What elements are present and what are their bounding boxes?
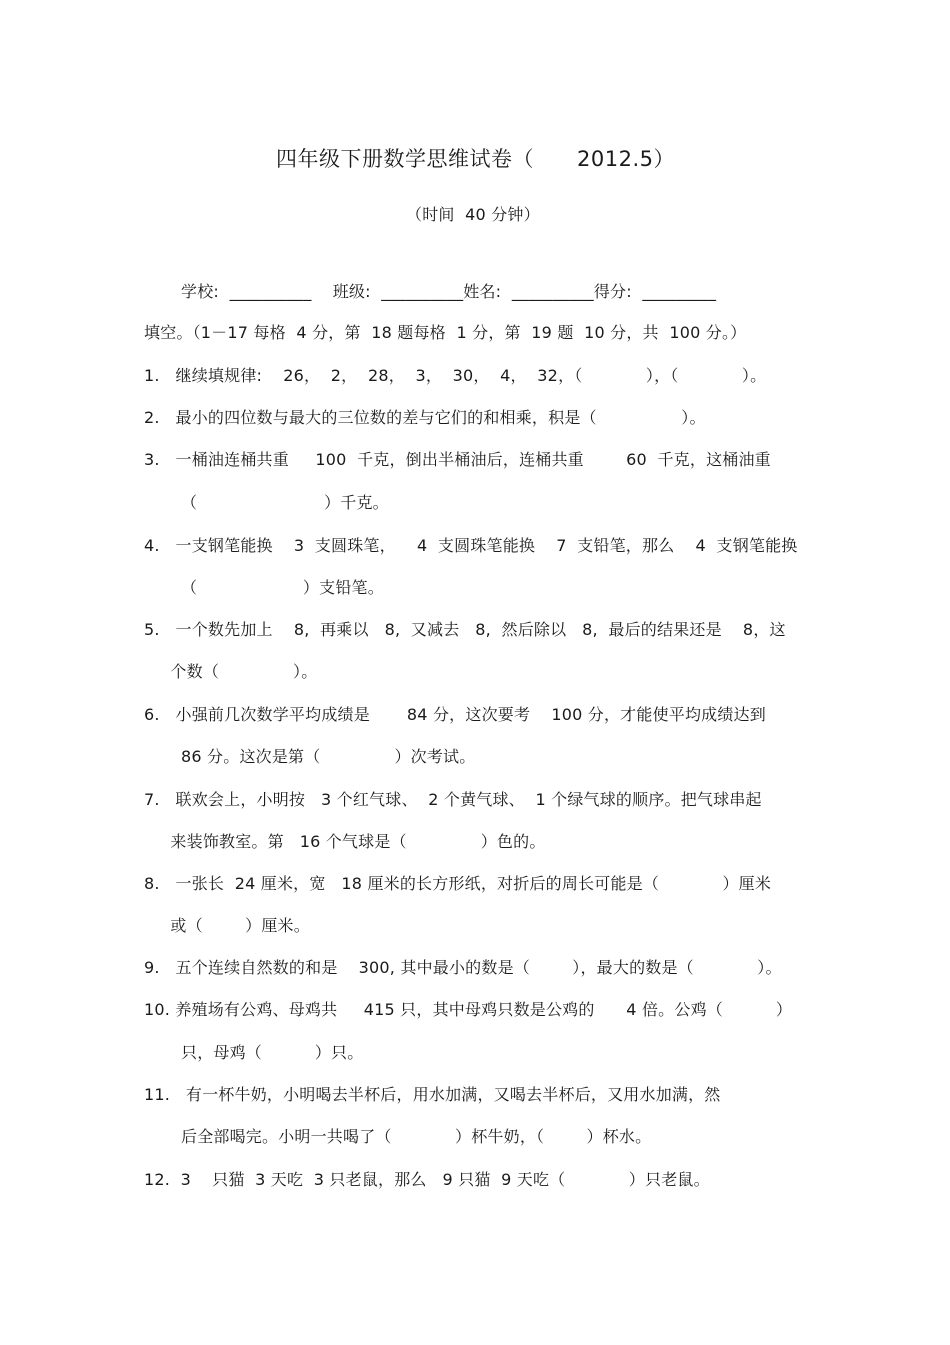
instructions: 填空。（1－17 每格 4 分，第 18 题每格 1 分，第 19 题 10 分，共 100 分。）: [144, 323, 747, 342]
question-line: 4. 一支钢笔能换 3 支圆珠笔， 4 支圆珠笔能换 7 支铅笔，那么 4 支钢笔能换: [144, 536, 798, 555]
question-line: 7. 联欢会上，小明按 3 个红气球、 2 个黄气球、 1 个绿气球的顺序。把气球串起: [144, 790, 762, 809]
question-line: 个数（ ）。: [144, 662, 318, 681]
page-title: 四年级下册数学思维试卷（ 2012.5）: [276, 147, 676, 171]
question-line: 或（ ）厘米。: [144, 916, 310, 935]
question-line: 12. 3 只猫 3 天吃 3 只老鼠，那么 9 只猫 9 天吃（ ）只老鼠。: [144, 1170, 710, 1189]
question-line: 11. 有一杯牛奶，小明喝去半杯后，用水加满，又喝去半杯后，又用水加满，然: [144, 1085, 721, 1104]
question-line: 后全部喝完。小明一共喝了（ ）杯牛奶，（ ）杯水。: [144, 1127, 652, 1146]
question-line: 5. 一个数先加上 8, 再乘以 8, 又减去 8, 然后除以 8, 最后的结果还是 8，这: [144, 620, 786, 639]
question-line: 86 分。这次是第（ ）次考试。: [144, 747, 476, 766]
question-line: 2. 最小的四位数与最大的三位数的差与它们的和相乘，积是（ ）。: [144, 408, 706, 427]
info-line: 学校: __________ 班级: __________姓名: __________得分: _________: [181, 282, 717, 301]
question-line: 6. 小强前几次数学平均成绩是 84 分，这次要考 100 分，才能使平均成绩达到: [144, 705, 766, 724]
question-line: 1. 继续填规律: 26， 2， 28， 3， 30， 4， 32，（ ），（ ）。: [144, 366, 767, 385]
question-line: 8. 一张长 24 厘米，宽 18 厘米的长方形纸，对折后的周长可能是（ ）厘米: [144, 874, 772, 893]
question-line: 10. 养殖场有公鸡、母鸡共 415 只，其中母鸡只数是公鸡的 4 倍。公鸡（ ）: [144, 1000, 793, 1019]
question-line: 来装饰教室。第 16 个气球是（ ）色的。: [144, 832, 546, 851]
question-line: （ ）支铅笔。: [144, 578, 384, 597]
question-line: 9. 五个连续自然数的和是 300, 其中最小的数是（ ），最大的数是（ ）。: [144, 958, 782, 977]
question-line: 3. 一桶油连桶共重 100 千克，倒出半桶油后，连桶共重 60 千克，这桶油重: [144, 450, 771, 469]
page-subtitle: （时间 40 分钟）: [406, 205, 540, 224]
question-line: （ ）千克。: [144, 493, 389, 512]
question-line: 只，母鸡（ ）只。: [144, 1043, 364, 1062]
